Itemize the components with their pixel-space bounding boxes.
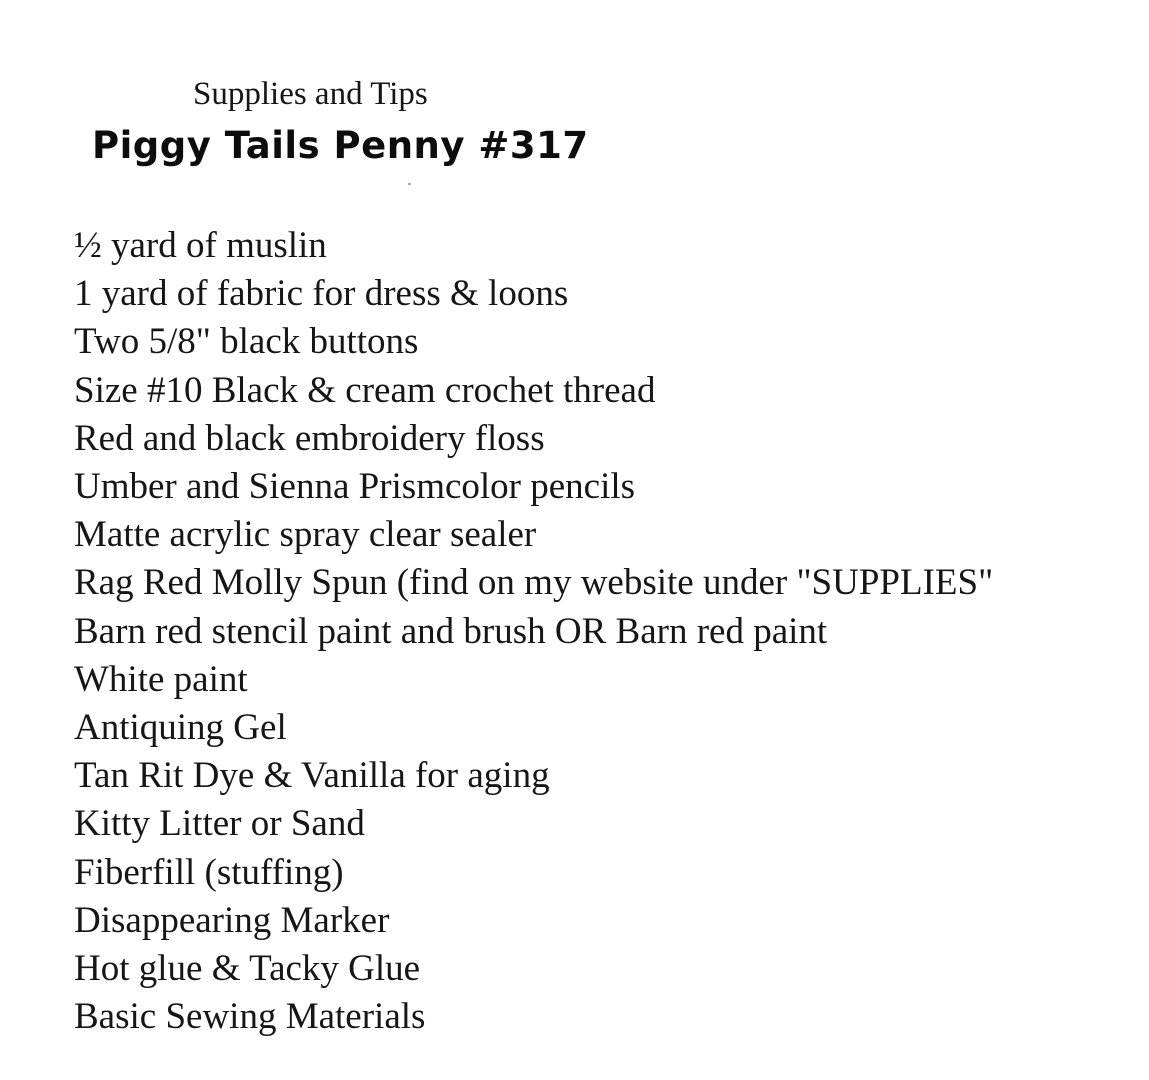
supply-item: Umber and Sienna Prismcolor pencils [74,466,636,508]
supply-item: 1 yard of fabric for dress & loons [74,273,569,315]
supply-item: Two 5/8" black buttons [74,321,419,363]
pattern-title: Piggy Tails Penny #317 [92,124,589,167]
supply-item: Rag Red Molly Spun (find on my website under "SUPPLIES" [74,562,994,604]
supply-item: Tan Rit Dye & Vanilla for aging [74,755,550,797]
document-subtitle: Supplies and Tips [193,76,428,112]
supply-item: Basic Sewing Materials [74,996,426,1038]
supply-item: Matte acrylic spray clear sealer [74,514,537,556]
supply-item: White paint [74,658,248,700]
supply-item: ½ yard of muslin [74,225,327,266]
supply-item: Barn red stencil paint and brush OR Barn red paint [74,610,828,652]
supply-item: Size #10 Black & cream crochet thread [74,369,656,411]
supply-item: Red and black embroidery floss [74,417,545,459]
supply-item: Hot glue & Tacky Glue [74,948,421,990]
supply-item: Kitty Litter or Sand [74,803,365,845]
supply-list [74,222,993,1041]
scan-speck [408,183,411,185]
supply-item: Disappearing Marker [74,899,390,941]
supply-item: Antiquing Gel [74,707,287,749]
supply-item: Fiberfill (stuffing) [74,851,344,893]
